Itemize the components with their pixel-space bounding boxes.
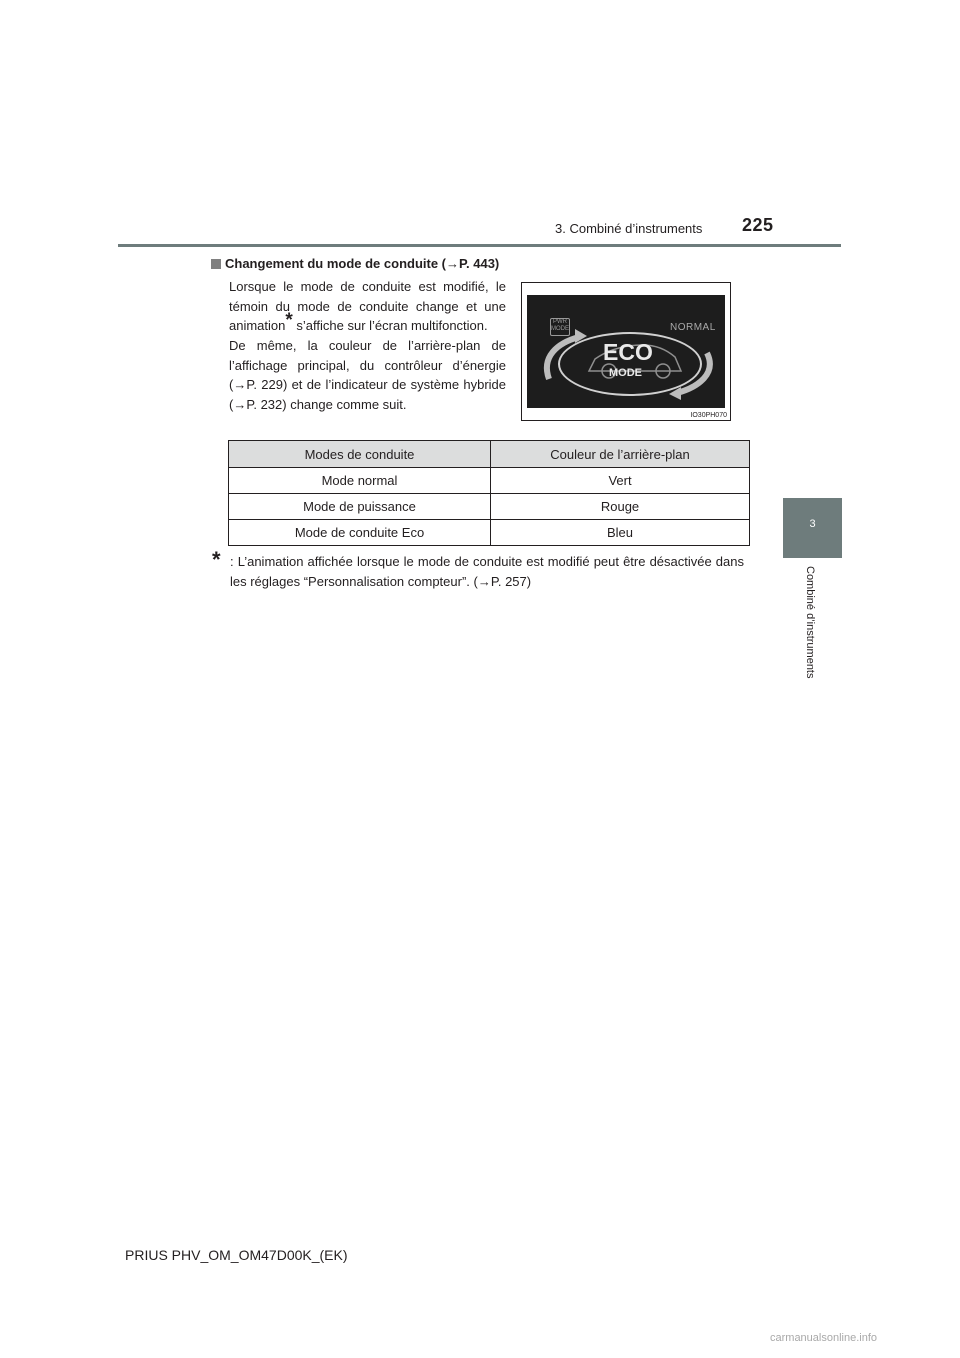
normal-mode-label: NORMAL	[670, 322, 716, 333]
arrow-icon: →	[233, 396, 247, 412]
driving-mode-color-table	[228, 440, 750, 546]
section-heading	[211, 256, 499, 271]
table-cell-mode: Mode de conduite Eco	[229, 520, 491, 546]
manual-code-footer: PRIUS PHV_OM_OM47D00K_(EK)	[125, 1247, 348, 1263]
arrow-icon: →	[477, 573, 491, 589]
eco-mode-label: MODE	[609, 367, 642, 379]
pwr-mode-label: MODE	[551, 326, 569, 332]
table-header-row	[229, 441, 750, 468]
paragraph2-text-a: De même, la couleur de l’arrière-plan de l’affichage principal, du contrôleur d’énergie (	[229, 338, 506, 392]
paragraph2-text-c: P. 232) change comme suit.	[246, 396, 407, 412]
watermark-link[interactable]: carmanualsonline.info	[770, 1332, 878, 1344]
section-title: 3. Combiné d’instruments	[555, 221, 703, 236]
pwr-label: PWR	[553, 319, 567, 325]
paragraph1-text-b: s’affiche sur l’écran multifonction.	[292, 318, 488, 333]
footnote	[212, 547, 744, 591]
table-cell-mode: Mode de puissance	[229, 494, 491, 520]
arrow-icon: →	[233, 377, 247, 392]
table-row	[229, 494, 750, 520]
chapter-number: 3	[809, 518, 816, 530]
table-row	[229, 468, 750, 494]
footnote-text-a: : L’animation affichée lorsque le mode de conduite est modifié peut être désactivée dans les réglages “Personnalisation compteur”. (	[230, 554, 744, 589]
multi-information-display	[527, 295, 725, 408]
eco-label: ECO	[603, 339, 653, 365]
table-row	[229, 520, 750, 546]
table-cell-color: Rouge	[491, 494, 750, 520]
square-bullet-icon	[211, 259, 221, 269]
table-cell-color: Bleu	[491, 520, 750, 546]
eco-mode-display-figure	[521, 282, 731, 421]
paragraph2-text-b: P. 229) et de l’indicateur de système hybride (	[229, 377, 506, 412]
column-header: Couleur de l’arrière-plan	[491, 441, 750, 468]
heading-text-before: Changement du mode de conduite (	[225, 256, 447, 271]
table-cell-color: Vert	[491, 468, 750, 494]
footnote-text	[230, 552, 744, 591]
column-header: Modes de conduite	[229, 441, 491, 468]
figure-code: IO30PH070	[690, 412, 727, 419]
heading-page-ref: P. 443)	[459, 256, 500, 271]
page-number: 225	[742, 215, 774, 235]
arrow-icon: →	[446, 256, 460, 271]
table-cell-mode: Mode normal	[229, 468, 491, 494]
asterisk-icon: *	[212, 547, 221, 572]
paragraph-animation	[229, 277, 506, 336]
asterisk-icon: *	[285, 310, 293, 331]
header-divider	[118, 244, 841, 247]
chapter-label: Combiné d’instruments	[804, 566, 816, 679]
chapter-tab	[783, 498, 842, 558]
footnote-page-ref: P. 257)	[490, 573, 532, 589]
paragraph1-text-a: Lorsque le mode de conduite est modifié, le témoin du mode de conduite change et une animation	[229, 279, 506, 333]
paragraph-background-color	[229, 336, 506, 414]
